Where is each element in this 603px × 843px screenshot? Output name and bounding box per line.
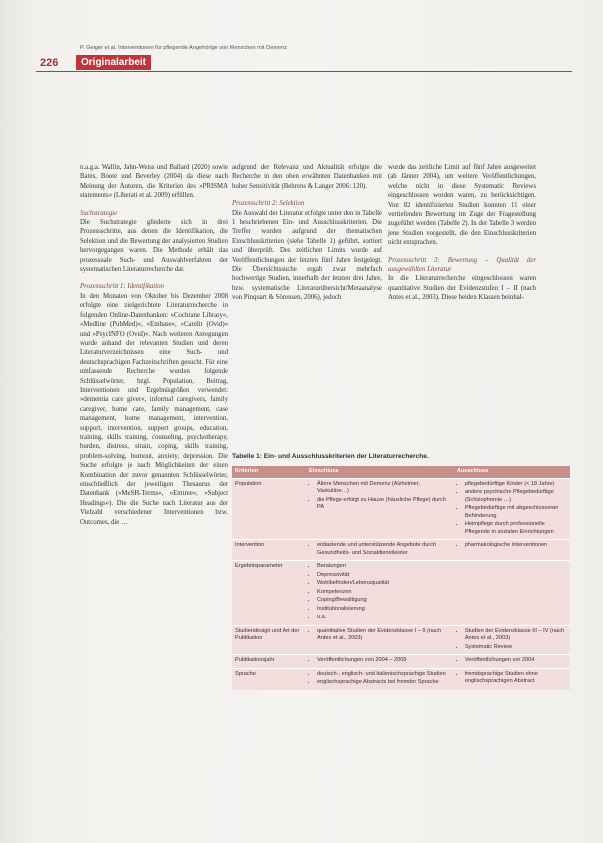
include-item: • quantitative Studien der Evidenzklasse I – II (nach Antes et al., 2003) — [317, 628, 451, 643]
include-cell — [306, 478, 454, 540]
exclude-item: • Studien der Evidenzklasse III – IV (nach Antes et al., 2003) — [465, 628, 567, 643]
section-heading: Prozessschritt 1: Identifikation — [80, 283, 164, 291]
body-paragraph: Die Suchstrategie gliederte sich in drei Prozessschritte, aus denen die Identifikation, die Selektion und die Bewertung der analysierten Studien hervorgegangen waren. Die Methode erhält das prozessuale Such- und Auswahlverfahren der systematischen Literaturrecherche dar. — [80, 219, 228, 274]
body-paragraph: Die Auswahl der Literatur erfolgte unter den in Tabelle 1 beschriebenen Ein- und Ausschlusskriterien. Die Treffer wurden aufgrund der thematischen Einschlusskriterien (siehe Tabelle 1) geführt, sortiert und überprüft. Des zeitlichen Limits wurde auf Veröffentlichungen der letzten fünf Jahre festgelegt. Die Übersichtssuche ergab zwar mehrfach hochwertige Studien, innerhalb der letzten drei Jahre, bzw. systematische Literaturübersicht/Metaanalyse von Pinquart & Sörensen, 2006), jedoch — [232, 209, 382, 302]
criterion-cell: Population — [232, 478, 306, 540]
table-row — [232, 478, 570, 540]
text-column-3 — [388, 163, 536, 303]
criterion-cell: Studiendesign und Art der Publikation — [232, 625, 306, 655]
include-cell — [306, 655, 454, 669]
table-row — [232, 655, 570, 669]
include-cell — [306, 625, 454, 655]
include-item: • Ältere Menschen mit Demenz (Alzheimer, Vaskuläre…) — [317, 481, 451, 496]
include-cell — [306, 668, 454, 690]
section-heading: Suchstrategie — [80, 209, 117, 217]
exclude-item: • pharmakologische Interventionen — [465, 542, 567, 550]
include-item: • Institutionalisierung — [317, 606, 451, 614]
criterion-cell: Publikationsjahr — [232, 655, 306, 669]
exclude-item: • Veröffentlichungen vor 2004 — [465, 657, 567, 665]
text-column-2 — [232, 163, 382, 303]
body-paragraph: n.a.g.a. Wallin, Jahn-Weiss und Ballard (2020) sowie Bates, Boote und Beverley (2004) da diese nach Meinung der Autoren, die Kriterien des »PRISMA statements« (Liberati et al. 2009) erfüllen. — [80, 164, 228, 200]
include-cell — [306, 561, 454, 626]
include-item: • Wohlbefinden/Lebensqualität — [317, 580, 451, 588]
exclude-item: • Systematic Review — [465, 644, 567, 652]
exclude-item: • Heimpflege durch professionelle Pflegende in sozialen Einrichtungen — [465, 521, 567, 536]
criteria-table — [232, 466, 570, 690]
table-row — [232, 540, 570, 561]
exclude-item: • fremdsprachige Studien ohne englischsprachigen Abstract — [465, 671, 567, 686]
criterion-cell: Intervention — [232, 540, 306, 561]
include-item: • Veröffentlichungen von 2004 – 2009 — [317, 657, 451, 665]
table-row — [232, 625, 570, 655]
table-row — [232, 668, 570, 690]
criterion-cell: Sprache — [232, 668, 306, 690]
include-item: • Kompetenzen — [317, 589, 451, 597]
exclude-cell — [454, 540, 570, 561]
header-include: Einschluss — [306, 466, 454, 478]
body-paragraph: In den Monaten von Oktober bis Dezember 2008 erfolgte eine zielgerichtete Literaturrecherche in folgenden Online-Datenbanken: »Cochrane Library«, »Medline (PubMed)«, »Embase«, »Carelit (Ovid)« und »PsycINFO (Ovid)«. Nach weiteren Anregungen wurde anhand der relevanten Studien und deren Literaturverzeichnissen eine Such- und deutschsprachigen Fachzeitschriften gesucht. Für eine umfassende Recherche wurden folgende Schlüsselwörter, bzgl. Population, Beitrag, Interventionen und Ergebnisgrößen verwendet: »dementia care giver«, informal caregivers, family caregiver, home care, family management, case management, home management, intervention, support, intervention, support groups, education, training, skills training, counseling, psychotherapy, burden, distress, strain, coping, skills training, problem-solving, burnout, anxiety, depression. Die Suche erfolgte je nach Möglichkeiten der einen Kombination der zuvor genannten Schlüsselwörter, einschließlich der jeweiligen Thesaurus der Datenbank (»MeSH-Terms«, »Emtree«, »Subject Headings«). Die die Suche nach Literatur aus der Vielzahl verschiedener Interventionen bzw. Outcomes, die … — [80, 292, 228, 526]
exclude-item: • Pflegebedürftige mit abgeschlossener Behinderung — [465, 505, 567, 520]
include-item: • Depressivität — [317, 572, 451, 580]
section-tag: Originalarbeit — [76, 55, 151, 70]
exclude-cell — [454, 478, 570, 540]
include-item: • deutsch-, englisch- und italienischsprachige Studien — [317, 671, 451, 679]
table-row — [232, 561, 570, 626]
exclude-item: • andere psychische Pflegebedürftige (Schizophrenie …) — [465, 489, 567, 504]
text-column-1 — [80, 163, 228, 527]
exclude-item: • pflegebedürftige Kinder (< 18 Jahre) — [465, 481, 567, 489]
include-item: • entlastende und unterstützende Angebote durch Gesundheits- und Sozialdienstleister — [317, 542, 451, 557]
page-number: 226 — [40, 57, 59, 69]
section-heading: Prozessschritt 2: Selektion — [232, 200, 305, 208]
include-item: • Coping/Bewältigung — [317, 597, 451, 605]
header-criteria: Kriterien — [232, 466, 306, 478]
include-item: • u.a. — [317, 614, 451, 622]
running-head: P. Geiger et al. Interventionen für pflegende Angehörige von Menschen mit Demenz — [80, 45, 287, 51]
header-rule — [36, 71, 572, 72]
table-header-row — [232, 466, 570, 478]
include-cell — [306, 540, 454, 561]
table-caption: Tabelle 1: Ein- und Ausschlusskriterien der Literaturrecherche. — [232, 453, 429, 460]
include-item: • die Pflege erfolgt zu Hause (häusliche Pflege) durch PA — [317, 497, 451, 512]
header-exclude: Ausschluss — [454, 466, 570, 478]
include-item: • Beratungen — [317, 563, 451, 571]
exclude-cell — [454, 561, 570, 626]
criterion-cell: Ergebnisparameter — [232, 561, 306, 626]
exclude-cell — [454, 625, 570, 655]
exclude-cell — [454, 655, 570, 669]
exclude-cell — [454, 668, 570, 690]
body-paragraph: aufgrund der Relevanz und Aktualität erfolgte die Recherche in den oben erwähnten Datenbanken mit hoher Sensitivität (Behrens & Langer 2006: 120). — [232, 164, 382, 190]
include-item: • englischsprachige Abstracts bei fremder Sprache — [317, 679, 451, 687]
body-paragraph: In die Literaturrecherche eingeschlossen waren quantitative Studien der Evidenzstufen I – II (nach Antes et al., 2003). Diese beiden Klassen beinhal- — [388, 275, 536, 302]
body-paragraph: wurde das zeitliche Limit auf fünf Jahre ausgeweitet (ab Jänner 2004), um weitere Veröffentlichungen, welche nicht in diese Systematic Reviews eingeschlossen worden waren, zu berücksichtigen. Von 82 identifizierten Studien konnten 11 einer vertiefenden Bewertung im Zuge der Fragestellung zugeführt werden (Tabelle 2). In der Tabelle 3 werden jene Studien vorgestellt, die den Einschlusskriterien nicht entsprachen. — [388, 164, 536, 247]
section-heading: Prozessschritt 3: Bewertung – Qualität der ausgewählten Literatur — [388, 256, 536, 274]
